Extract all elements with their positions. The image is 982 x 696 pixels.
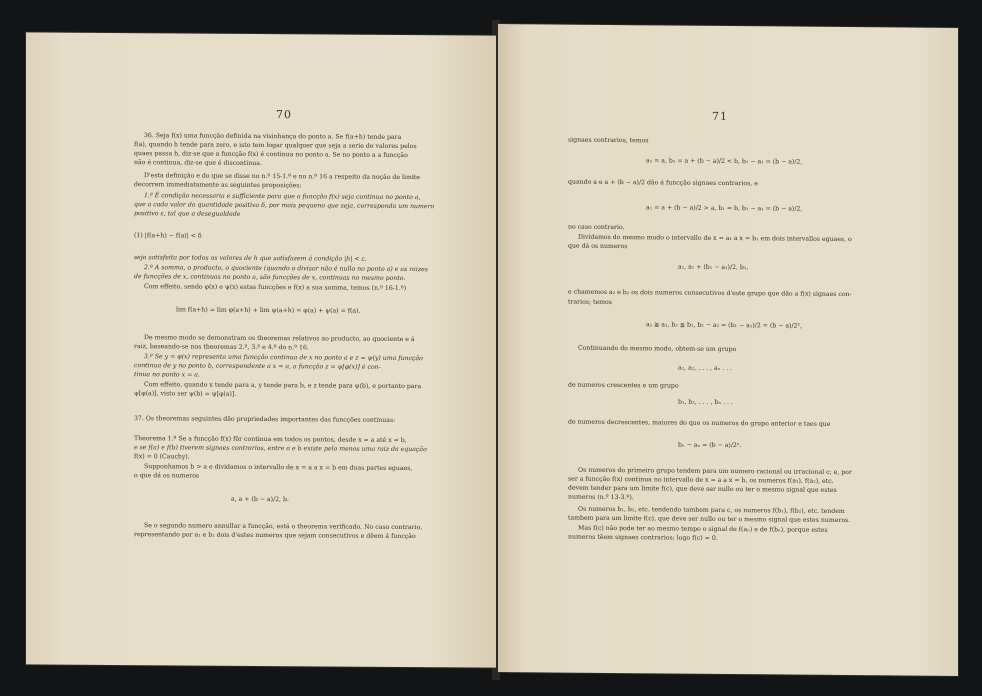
text-line: Supponhamos b > a e dividamos o intervallo de x = a a x = b em duas partes eguaes,: [144, 463, 413, 473]
formula-line: bₙ − aₙ = (b − a)/2ⁿ.: [678, 441, 742, 450]
formula-line: a₁ = a + (b − a)/2 > a, b₁ = b, b₁ − a₁ = (b − a)/2,: [646, 204, 803, 213]
text-line: Com effeito, sendo φ(x) e ψ(x) estas funcções e f(x) a sua somma, temos (n.º 16-1.º): [144, 283, 407, 293]
text-line: Com effeito, quando x tende para a, y tende para b, e z tende para ψ(b), e portanto para: [144, 381, 422, 391]
formula-line: lim f(a+h) = lim φ(a+h) + lim ψ(a+h) = φ(a) + ψ(a) = f(a).: [176, 306, 361, 315]
text-line: e chamemos a₂ e b₂ os dois numeros consecutivos d'este grupo que dão a f(x) signaes con-: [568, 288, 852, 299]
text-line: devem tender para um limite f(c), que deve ser nullo ou ter o mesmo signal que estes: [568, 484, 837, 494]
right-page: [498, 24, 958, 676]
text-line: no caso contrario.: [568, 223, 625, 232]
text-line: f(x) = 0 (Cauchy).: [134, 453, 190, 461]
text-line: quando a e a + (b − a)/2 dão á funcção signaes contrarios, e: [568, 178, 758, 188]
text-line: tambem para um limite f(c), que deve ser nullo ou ter o mesmo signal que estes numeros.: [568, 514, 851, 525]
text-line: de numeros crescentes e um grupo: [568, 381, 679, 390]
page-number: 70: [276, 108, 292, 122]
text-line: continua de y no ponto b, correspondente a x = a, a funcção z = ψ[φ(x)] é con-: [134, 362, 381, 371]
formula-line: b₁, b₂, . . . , bₙ . . .: [678, 398, 733, 407]
formula-line: a₁, a₂, . . . , aₙ . . .: [678, 364, 733, 373]
text-line: que dá os numeros: [568, 242, 628, 251]
formula-line: a₁, a₁ + (b₁ − a₁)/2, b₁,: [678, 263, 749, 272]
text-line: Dividamos do mesmo modo o intervallo de x = a₁ a x = b₁ em dois intervallos eguaes, o: [578, 233, 852, 244]
text-line: tinua no ponto x = a.: [134, 371, 200, 379]
text-line: 3.º Se y = φ(x) representa uma funcção continua de x no ponto a e z = ψ(y) uma funcção: [144, 353, 423, 363]
left-page: [26, 32, 496, 667]
text-line: numeros têem signaes contrarios; logo f(c) = 0.: [568, 533, 718, 542]
text-line: 37. Os theoremas seguintes dão propriedades importantes das funcções continuas:: [134, 415, 396, 424]
formula-line: a, a + (b − a)/2, b.: [231, 495, 289, 504]
text-line: de funcções de x, continuas no ponto a, são funcções de x, continuas no mesmo ponto.: [134, 273, 406, 283]
text-line: Se o segundo numero annullar a funcção, está o theorema verificado. No caso contrario,: [144, 522, 423, 532]
text-line: o que dá os numeros: [134, 472, 200, 480]
text-line: Mas f(c) não pode ter ao mesmo tempo o signal de f(aₙ) e de f(bₙ), porque estes: [578, 524, 828, 534]
text-line: positivo ε, tal que a desegualdade: [134, 210, 241, 218]
text-line: numeros (n.º 13-3.º).: [568, 493, 634, 502]
page-number: 71: [712, 109, 728, 123]
text-line: Os numeros do primeiro grupo tendem para um numero racional ou irracional c; e, por: [578, 466, 852, 477]
text-line: 36. Seja f(x) uma funcção definida na visinhança do ponto a. Se f(a+h) tende para: [144, 132, 402, 141]
text-line: ψ[φ(a)], visto ser ψ(b) = ψ[φ(a)].: [134, 390, 237, 398]
text-line: f(a), quando h tende para zero, e isto tem logar qualquer que seja a serie de valores pelos: [134, 141, 417, 151]
text-line: não é continua, diz-se que é discontinua.: [134, 159, 262, 168]
text-line: raiz, baseando-se nos theoremas 2.º, 3.º e 4.º do n.º 16.: [134, 343, 309, 352]
text-line: 1.º É condição necessaria e sufficiente para que a funcção f(x) seja continua no ponto a,: [144, 192, 421, 202]
text-line: Continuando do mesmo modo, obtem-se um grupo: [578, 344, 737, 354]
formula-line: a₁ = a, b₁ = a + (b − a)/2 < b, b₁ − a₁ = (b − a)/2,: [646, 157, 803, 166]
text-line: ser a funcção f(x) continua no intervallo de x = a a x = b, os numeros f(a₁), f(a₂), etc.: [568, 475, 834, 485]
text-line: trarios; temos: [568, 298, 612, 306]
text-line: seja satisfeita por todos os valores de h que satisfazem á condição |h| < ε.: [134, 254, 367, 263]
text-line: representando por a₁ e b₁ dois d'estes numeros que sejam consecutivos e dêem á funcção: [134, 531, 416, 541]
text-line: que a cada valor da quantidade positiva δ, por mais pequeno que seja, corresponda um numero: [134, 201, 435, 211]
text-line: decorrem immediatamente as seguintes proposições:: [134, 181, 302, 190]
text-line: quaes passa h, diz-se que a funcção f(x) é continua no ponto a. Se no ponto a a funcção: [134, 150, 408, 160]
text-line: D'esta definição e do que se disse no n.º 15-1.º e no n.º 16 a respeito da noção de limite: [144, 172, 420, 182]
text-line: 2.º A somma, o producto, o quociente (quando o divisor não é nullo no ponto a) e as raizes: [144, 264, 428, 274]
text-line: signaes contrarios, temos: [568, 136, 649, 145]
text-line: Theorema 1.º Se a funcção f(x) fôr continua em todos os pontos, desde x = a até x = b,: [134, 435, 407, 445]
text-line: e se f(a) e f(b) tiverem signaes contrarios, entre a e b existe pelo menos uma raiz da equação: [134, 444, 427, 454]
text-line: de numeros decrescentes, maiores do que os numeros do grupo anterior e taes que: [568, 418, 831, 428]
formula-line: (1) |f(a+h) − f(a)| < δ: [134, 232, 202, 240]
formula-line: a₂ ≧ a₁, b₂ ≦ b₁, b₂ − a₂ = (b₁ − a₁)/2 = (b − a)/2²,: [646, 321, 802, 330]
text-line: Os numeros b₁, b₂, etc. tendendo tambem para c, os numeros f(b₁), f(b₂), etc. tendem: [578, 505, 845, 516]
text-line: De mesmo modo se demonstram os theoremas relativos ao producto, ao quociente e á: [144, 334, 415, 344]
